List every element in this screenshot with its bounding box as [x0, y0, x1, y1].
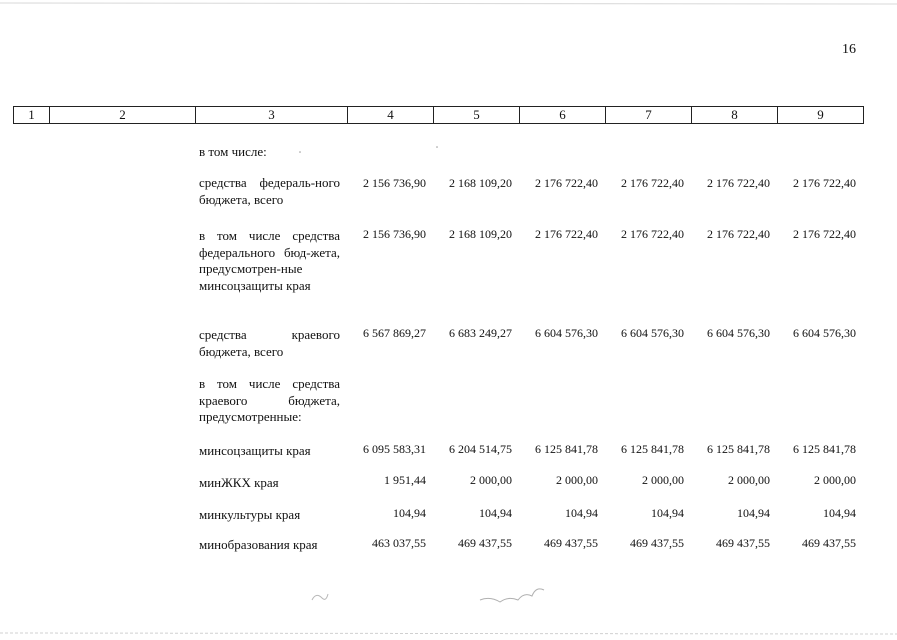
row-value-col5: 2 000,00 [470, 473, 512, 487]
column-number-8: 8 [692, 107, 778, 124]
row-label: минЖКХ края [199, 475, 279, 490]
row-value-col6: 2 000,00 [556, 473, 598, 487]
row-value-col6: 6 125 841,78 [535, 442, 598, 456]
row-value-col7: 2 176 722,40 [621, 176, 684, 190]
row-label: в том числе средства федерального бюд-жета, предусмотрен-ные минсоцзащиты края [199, 228, 340, 293]
row-value-col7: 2 000,00 [642, 473, 684, 487]
row-value-col4: 2 156 736,90 [363, 176, 426, 190]
row-value-col7: 104,94 [651, 506, 684, 520]
column-number-2: 2 [50, 107, 196, 124]
row-value-col4: 463 037,55 [372, 536, 426, 550]
column-number-3: 3 [196, 107, 348, 124]
row-label: минкультуры края [199, 507, 301, 522]
row-value-col9: 469 437,55 [802, 536, 856, 550]
row-label: средства краевого бюджета, всего [199, 327, 340, 359]
column-number-7: 7 [606, 107, 692, 124]
row-value-col5: 2 168 109,20 [449, 227, 512, 241]
row-value-col5: 6 204 514,75 [449, 442, 512, 456]
row-value-col5: 469 437,55 [458, 536, 512, 550]
row-value-col8: 2 176 722,40 [707, 227, 770, 241]
row-value-col8: 2 176 722,40 [707, 176, 770, 190]
row-label: в том числе средства краевого бюджета, предусмотренные: [199, 376, 340, 424]
row-value-col6: 469 437,55 [544, 536, 598, 550]
row-value-col9: 6 125 841,78 [793, 442, 856, 456]
row-value-col9: 104,94 [823, 506, 856, 520]
row-value-col7: 6 604 576,30 [621, 326, 684, 340]
row-label: минсоцзащиты края [199, 443, 311, 458]
column-number-6: 6 [520, 107, 606, 124]
row-value-col5: 2 168 109,20 [449, 176, 512, 190]
column-header-table [13, 106, 864, 124]
row-value-col7: 6 125 841,78 [621, 442, 684, 456]
column-number-5: 5 [434, 107, 520, 124]
row-value-col4: 104,94 [393, 506, 426, 520]
row-value-col9: 6 604 576,30 [793, 326, 856, 340]
row-value-col8: 469 437,55 [716, 536, 770, 550]
row-value-col4: 1 951,44 [384, 473, 426, 487]
column-number-9: 9 [778, 107, 864, 124]
row-value-col8: 104,94 [737, 506, 770, 520]
page-number: 16 [842, 42, 856, 57]
column-number-4: 4 [348, 107, 434, 124]
row-value-col8: 6 125 841,78 [707, 442, 770, 456]
row-value-col4: 6 095 583,31 [363, 442, 426, 456]
row-value-col9: 2 176 722,40 [793, 176, 856, 190]
row-value-col4: 6 567 869,27 [363, 326, 426, 340]
row-value-col5: 104,94 [479, 506, 512, 520]
row-label: минобразования края [199, 537, 318, 552]
row-value-col8: 2 000,00 [728, 473, 770, 487]
row-value-col6: 2 176 722,40 [535, 227, 598, 241]
row-value-col8: 6 604 576,30 [707, 326, 770, 340]
row-label: средства федераль-ного бюджета, всего [199, 175, 340, 207]
row-value-col7: 2 176 722,40 [621, 227, 684, 241]
column-number-1: 1 [14, 107, 50, 124]
row-value-col7: 469 437,55 [630, 536, 684, 550]
row-value-col9: 2 176 722,40 [793, 227, 856, 241]
row-value-col5: 6 683 249,27 [449, 326, 512, 340]
row-value-col6: 104,94 [565, 506, 598, 520]
row-label: в том числе: [199, 144, 267, 159]
row-value-col9: 2 000,00 [814, 473, 856, 487]
row-value-col4: 2 156 736,90 [363, 227, 426, 241]
row-value-col6: 6 604 576,30 [535, 326, 598, 340]
row-value-col6: 2 176 722,40 [535, 176, 598, 190]
